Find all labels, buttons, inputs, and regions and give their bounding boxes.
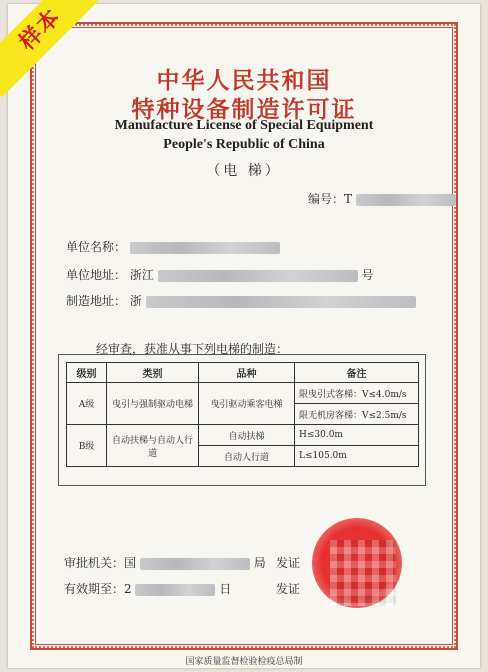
row-b-level: B级 (67, 425, 107, 467)
table-row (67, 425, 419, 446)
title-cn-line1: 中华人民共和国 (156, 67, 332, 94)
issue-label: 发证 (276, 556, 301, 570)
row-b-variety-2: 自动人行道 (199, 446, 295, 467)
mfg-address-label: 制造地址： (66, 294, 127, 308)
unit-address-field (66, 266, 374, 283)
title-cn-line2: 特种设备制造许可证 (131, 96, 357, 123)
redacted-valid-date (135, 584, 215, 596)
unit-address-prefix: 浙江 (129, 268, 154, 282)
serial-number (308, 190, 456, 207)
approval-prefix: 国 (124, 556, 137, 570)
col-header-level: 级别 (67, 363, 107, 383)
approval-suffix: 局 (253, 556, 266, 570)
approval-authority-field (64, 554, 266, 571)
issue-field-2 (276, 580, 300, 597)
row-a-level: A级 (67, 383, 107, 425)
issue-label-2: 发证 (276, 582, 301, 596)
redacted-unit-name (130, 242, 280, 254)
issuer-footer: 国家质量监督检验检疫总局制 (185, 657, 303, 667)
valid-suffix: 日 (219, 582, 232, 596)
serial-prefix: T (344, 192, 353, 206)
scope-lead-text: 经审查，获准从事下列电梯的制造： (96, 342, 289, 356)
row-b-variety-1: 自动扶梯 (199, 425, 295, 446)
unit-name-label: 单位名称： (66, 240, 127, 254)
mfg-address-field (66, 292, 416, 309)
scope-table (66, 362, 419, 467)
redacted-unit-address (158, 270, 358, 282)
valid-until-field (64, 580, 231, 597)
row-a-category: 曳引与强制驱动电梯 (107, 383, 199, 425)
scope-header-row (67, 363, 419, 383)
equipment-type: （电 梯） (206, 163, 282, 179)
valid-prefix: 2 (124, 582, 132, 596)
unit-address-label: 单位地址： (66, 268, 127, 282)
unit-name-field (66, 238, 280, 255)
redacted-approval (140, 558, 250, 570)
row-a-note-1: 限曳引式客梯：V≤4.0m/s (295, 383, 419, 404)
approval-label: 审批机关： (64, 556, 125, 570)
row-b-note-1: H≤30.0m (295, 425, 419, 446)
valid-label: 有效期至： (64, 582, 125, 596)
row-b-note-2: L≤105.0m (295, 446, 419, 467)
col-header-notes: 备注 (295, 363, 419, 383)
title-en-line1: Manufacture License of Special Equipment (114, 118, 374, 133)
mfg-address-prefix: 浙 (129, 294, 142, 308)
col-header-category: 类别 (107, 363, 199, 383)
redacted-serial (356, 194, 456, 206)
sample-ribbon-text: 样本 (14, 3, 67, 56)
seal-mosaic-overlay (330, 540, 396, 606)
table-row (67, 383, 419, 404)
row-b-category: 自动扶梯与自动人行道 (107, 425, 199, 467)
row-a-note-2: 限无机房客梯：V≤2.5m/s (295, 404, 419, 425)
title-en-line2: People's Republic of China (163, 137, 325, 152)
redacted-mfg-address (146, 296, 416, 308)
serial-label: 编号： (308, 192, 345, 206)
col-header-variety: 品种 (199, 363, 295, 383)
issue-field-1 (276, 554, 300, 571)
row-a-variety: 曳引驱动乘客电梯 (199, 383, 295, 425)
unit-address-suffix: 号 (361, 268, 374, 282)
